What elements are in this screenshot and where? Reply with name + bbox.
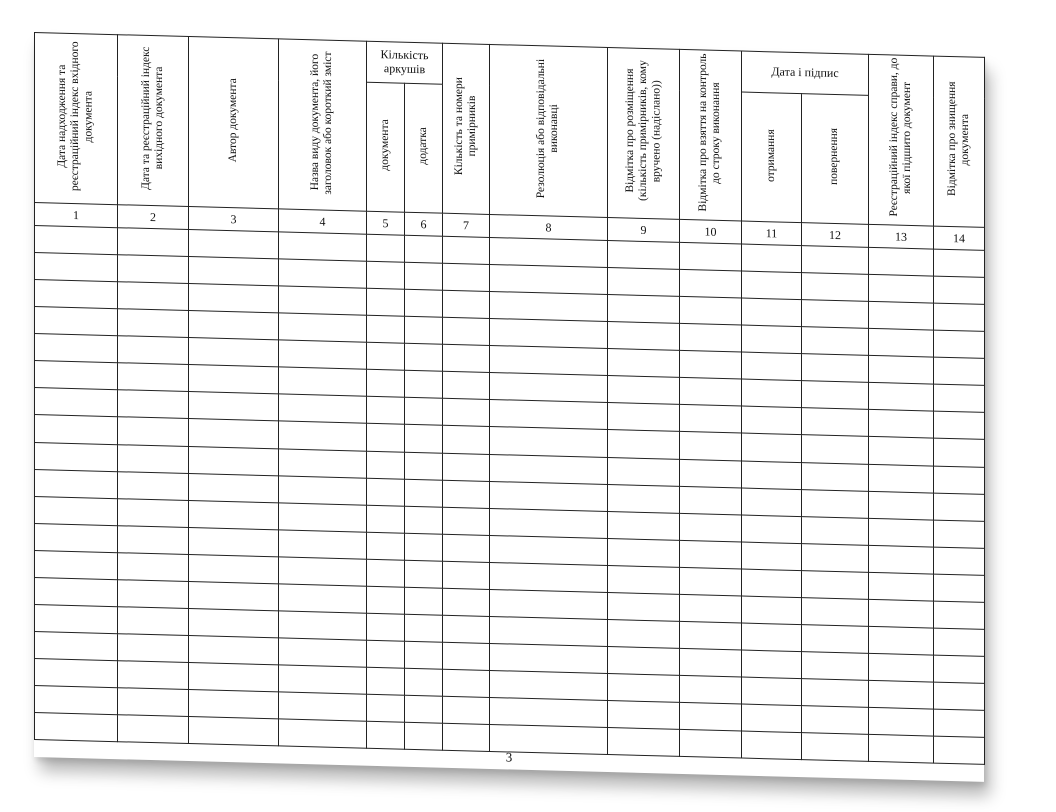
table-cell[interactable] — [279, 367, 367, 396]
table-cell[interactable] — [405, 587, 443, 615]
table-cell[interactable] — [869, 248, 934, 277]
table-cell[interactable] — [869, 626, 934, 655]
table-cell[interactable] — [934, 493, 985, 521]
table-cell[interactable] — [869, 518, 934, 547]
table-cell[interactable] — [608, 538, 680, 567]
journal-body — [35, 203, 985, 765]
column-number: 9 — [608, 218, 680, 243]
table-cell[interactable] — [869, 680, 934, 709]
table-cell[interactable] — [742, 406, 802, 435]
table-cell[interactable] — [934, 357, 985, 385]
table-cell[interactable] — [118, 471, 189, 500]
table-cell[interactable] — [742, 461, 802, 490]
table-cell[interactable] — [680, 270, 742, 299]
table-cell[interactable] — [35, 604, 118, 633]
column-number: 4 — [279, 209, 367, 235]
table-cell[interactable] — [869, 599, 934, 628]
table-cell[interactable] — [680, 567, 742, 596]
table-cell[interactable] — [608, 700, 680, 729]
table-cell[interactable] — [934, 520, 985, 548]
document-page — [34, 32, 984, 782]
table-cell[interactable] — [934, 547, 985, 575]
table-cell[interactable] — [279, 502, 367, 531]
table-cell[interactable] — [608, 565, 680, 594]
table-cell[interactable] — [189, 662, 279, 691]
table-cell[interactable] — [189, 608, 279, 637]
table-cell[interactable] — [680, 405, 742, 434]
table-cell[interactable] — [367, 370, 405, 398]
table-cell[interactable] — [443, 236, 490, 264]
table-cell[interactable] — [490, 346, 608, 376]
table-cell[interactable] — [279, 259, 367, 288]
table-cell[interactable] — [118, 390, 189, 419]
table-cell[interactable] — [802, 705, 869, 734]
table-cell[interactable] — [405, 371, 443, 399]
table-cell[interactable] — [680, 540, 742, 569]
table-cell[interactable] — [118, 660, 189, 689]
table-cell[interactable] — [742, 650, 802, 679]
table-cell[interactable] — [189, 581, 279, 610]
table-cell[interactable] — [367, 316, 405, 344]
table-cell[interactable] — [742, 623, 802, 652]
table-cell[interactable] — [869, 329, 934, 358]
table-cell[interactable] — [802, 651, 869, 680]
table-cell[interactable] — [680, 486, 742, 515]
table-cell[interactable] — [490, 454, 608, 484]
table-cell[interactable] — [189, 554, 279, 583]
table-cell[interactable] — [279, 475, 367, 504]
table-cell[interactable] — [118, 606, 189, 635]
table-cell[interactable] — [680, 351, 742, 380]
table-cell[interactable] — [934, 439, 985, 467]
table-cell[interactable] — [35, 415, 118, 444]
column-number: 3 — [189, 207, 279, 233]
table-cell[interactable] — [189, 635, 279, 664]
table-cell[interactable] — [680, 432, 742, 461]
table-cell[interactable] — [934, 628, 985, 656]
table-cell[interactable] — [680, 702, 742, 731]
table-cell[interactable] — [367, 451, 405, 479]
table-cell[interactable] — [35, 685, 118, 714]
header-control-mark: Відмітка про взяття на контроль до строку виконання — [680, 49, 742, 221]
table-cell[interactable] — [802, 597, 869, 626]
table-cell[interactable] — [443, 480, 490, 508]
table-cell[interactable] — [869, 383, 934, 412]
table-cell[interactable] — [680, 513, 742, 542]
table-cell[interactable] — [490, 535, 608, 565]
table-cell[interactable] — [118, 633, 189, 662]
table-cell[interactable] — [742, 434, 802, 463]
table-cell[interactable] — [680, 621, 742, 650]
table-cell[interactable] — [869, 707, 934, 736]
table-cell[interactable] — [443, 588, 490, 616]
header-incoming-date: Дата надходження та реєстраційний індекс вхідного документа — [35, 33, 118, 205]
table-cell[interactable] — [802, 678, 869, 707]
table-cell[interactable] — [405, 668, 443, 696]
column-number: 10 — [680, 219, 742, 244]
table-cell[interactable] — [934, 384, 985, 412]
column-number: 11 — [742, 221, 802, 246]
table-cell[interactable] — [189, 230, 279, 259]
table-cell[interactable] — [802, 462, 869, 491]
table-cell[interactable] — [405, 452, 443, 480]
table-cell[interactable] — [35, 334, 118, 363]
table-cell[interactable] — [405, 317, 443, 345]
table-cell[interactable] — [443, 561, 490, 589]
table-cell[interactable] — [279, 313, 367, 342]
column-number: 12 — [802, 223, 869, 248]
table-cell[interactable] — [802, 408, 869, 437]
table-cell[interactable] — [742, 271, 802, 300]
table-cell[interactable] — [443, 426, 490, 454]
table-cell[interactable] — [608, 349, 680, 378]
table-cell[interactable] — [490, 508, 608, 538]
table-cell[interactable] — [742, 704, 802, 733]
table-cell[interactable] — [934, 574, 985, 602]
header-case-index: Реєстраційний індекс справи, до якої підшито документ — [869, 54, 934, 226]
table-cell[interactable] — [869, 572, 934, 601]
table-cell[interactable] — [608, 376, 680, 405]
table-cell[interactable] — [189, 392, 279, 421]
table-cell[interactable] — [490, 400, 608, 430]
table-cell[interactable] — [279, 584, 367, 613]
table-cell[interactable] — [608, 457, 680, 486]
registration-journal-table — [34, 32, 985, 765]
table-cell[interactable] — [802, 354, 869, 383]
table-cell[interactable] — [742, 352, 802, 381]
table-cell[interactable] — [934, 303, 985, 331]
table-cell[interactable] — [405, 695, 443, 723]
header-outgoing-date: Дата та реєстраційний індекс вихідного документа — [118, 35, 189, 207]
table-cell[interactable] — [35, 658, 118, 687]
table-cell[interactable] — [742, 488, 802, 517]
table-cell[interactable] — [118, 552, 189, 581]
table-cell[interactable] — [189, 527, 279, 556]
column-number: 7 — [443, 213, 490, 237]
table-cell[interactable] — [802, 273, 869, 302]
table-cell[interactable] — [367, 532, 405, 560]
table-cell[interactable] — [490, 238, 608, 268]
column-number: 1 — [35, 203, 118, 228]
table-cell[interactable] — [490, 616, 608, 646]
table-cell[interactable] — [189, 338, 279, 367]
table-cell[interactable] — [367, 343, 405, 371]
table-cell[interactable] — [35, 469, 118, 498]
table-cell[interactable] — [279, 421, 367, 450]
table-cell[interactable] — [608, 646, 680, 675]
table-cell[interactable] — [189, 473, 279, 502]
table-cell[interactable] — [279, 692, 367, 721]
table-cell[interactable] — [934, 330, 985, 358]
table-cell[interactable] — [680, 297, 742, 326]
table-cell[interactable] — [405, 533, 443, 561]
table-cell[interactable] — [367, 397, 405, 425]
column-number: 2 — [118, 205, 189, 230]
table-cell[interactable] — [742, 677, 802, 706]
table-cell[interactable] — [367, 234, 405, 262]
table-cell[interactable] — [118, 309, 189, 338]
table-cell[interactable] — [405, 290, 443, 318]
table-cell[interactable] — [279, 557, 367, 586]
table-cell[interactable] — [934, 601, 985, 629]
table-cell[interactable] — [869, 410, 934, 439]
table-cell[interactable] — [405, 235, 443, 263]
table-cell[interactable] — [189, 500, 279, 529]
table-cell[interactable] — [279, 232, 367, 261]
table-cell[interactable] — [490, 643, 608, 673]
table-cell[interactable] — [367, 586, 405, 614]
table-cell[interactable] — [367, 640, 405, 668]
header-signature-received: отримання — [742, 92, 802, 223]
table-cell[interactable] — [742, 569, 802, 598]
header-sheets-attachment: додатка — [405, 83, 443, 213]
table-cell[interactable] — [934, 655, 985, 683]
table-cell[interactable] — [35, 442, 118, 471]
table-cell[interactable] — [934, 249, 985, 277]
table-cell[interactable] — [802, 570, 869, 599]
table-cell[interactable] — [443, 318, 490, 346]
table-cell[interactable] — [367, 478, 405, 506]
table-cell[interactable] — [802, 435, 869, 464]
table-cell[interactable] — [35, 280, 118, 309]
table-cell[interactable] — [405, 614, 443, 642]
table-cell[interactable] — [35, 361, 118, 390]
table-cell[interactable] — [934, 466, 985, 494]
table-cell[interactable] — [934, 709, 985, 737]
table-cell[interactable] — [367, 424, 405, 452]
table-cell[interactable] — [405, 560, 443, 588]
table-cell[interactable] — [934, 276, 985, 304]
table-cell[interactable] — [118, 363, 189, 392]
header-document-title: Назва виду документа, його заголовок або короткий зміст — [279, 39, 367, 211]
table-cell[interactable] — [869, 302, 934, 331]
table-cell[interactable] — [802, 246, 869, 275]
table-cell[interactable] — [35, 523, 118, 552]
table-cell[interactable] — [118, 255, 189, 284]
table-cell[interactable] — [680, 594, 742, 623]
table-cell[interactable] — [490, 481, 608, 511]
table-cell[interactable] — [443, 345, 490, 373]
header-date-signature-group: Дата і підпис — [742, 51, 869, 95]
column-number: 6 — [405, 212, 443, 236]
table-cell[interactable] — [405, 506, 443, 534]
table-cell[interactable] — [189, 311, 279, 340]
table-cell[interactable] — [405, 398, 443, 426]
table-cell[interactable] — [802, 300, 869, 329]
table-cell[interactable] — [869, 545, 934, 574]
table-cell[interactable] — [490, 319, 608, 349]
table-cell[interactable] — [189, 446, 279, 475]
table-cell[interactable] — [680, 243, 742, 272]
table-cell[interactable] — [279, 448, 367, 477]
table-cell[interactable] — [367, 667, 405, 695]
table-cell[interactable] — [742, 244, 802, 273]
table-cell[interactable] — [279, 340, 367, 369]
table-cell[interactable] — [35, 550, 118, 579]
table-cell[interactable] — [490, 670, 608, 700]
table-cell[interactable] — [680, 459, 742, 488]
table-cell[interactable] — [35, 226, 118, 255]
table-cell[interactable] — [189, 257, 279, 286]
table-cell[interactable] — [443, 291, 490, 319]
header-author: Автор документа — [189, 37, 279, 209]
page-number: 3 — [505, 749, 513, 765]
table-cell[interactable] — [367, 289, 405, 317]
header-signature-returned: повернення — [802, 94, 869, 225]
table-cell[interactable] — [443, 669, 490, 697]
table-cell[interactable] — [405, 344, 443, 372]
table-cell[interactable] — [118, 579, 189, 608]
table-cell[interactable] — [608, 268, 680, 297]
table-cell[interactable] — [802, 381, 869, 410]
table-cell[interactable] — [443, 453, 490, 481]
table-cell[interactable] — [118, 282, 189, 311]
column-number: 8 — [490, 214, 608, 240]
table-cell[interactable] — [490, 562, 608, 592]
table-cell[interactable] — [118, 444, 189, 473]
table-cell[interactable] — [608, 619, 680, 648]
table-cell[interactable] — [869, 464, 934, 493]
table-cell[interactable] — [869, 491, 934, 520]
table-cell[interactable] — [443, 372, 490, 400]
table-cell[interactable] — [608, 673, 680, 702]
table-cell[interactable] — [608, 430, 680, 459]
table-cell[interactable] — [405, 479, 443, 507]
table-cell[interactable] — [279, 638, 367, 667]
table-cell[interactable] — [742, 298, 802, 327]
table-cell[interactable] — [869, 356, 934, 385]
header-sheet-count-group: Кількість аркушів — [367, 41, 443, 84]
table-cell[interactable] — [869, 275, 934, 304]
table-cell[interactable] — [490, 265, 608, 295]
column-number: 5 — [367, 211, 405, 235]
table-cell[interactable] — [443, 615, 490, 643]
table-cell[interactable] — [490, 589, 608, 619]
table-cell[interactable] — [680, 648, 742, 677]
table-cell[interactable] — [118, 228, 189, 257]
table-cell[interactable] — [443, 534, 490, 562]
table-cell[interactable] — [802, 516, 869, 545]
table-cell[interactable] — [934, 412, 985, 440]
column-number: 13 — [869, 224, 934, 249]
table-cell[interactable] — [680, 324, 742, 353]
table-cell[interactable] — [443, 263, 490, 291]
table-cell[interactable] — [189, 284, 279, 313]
table-cell[interactable] — [279, 530, 367, 559]
column-number: 14 — [934, 226, 985, 251]
table-cell[interactable] — [490, 292, 608, 322]
table-cell[interactable] — [608, 592, 680, 621]
table-cell[interactable] — [490, 373, 608, 403]
table-cell[interactable] — [802, 327, 869, 356]
table-cell[interactable] — [490, 697, 608, 727]
table-cell[interactable] — [742, 542, 802, 571]
table-cell[interactable] — [405, 262, 443, 290]
table-cell[interactable] — [279, 665, 367, 694]
table-cell[interactable] — [742, 596, 802, 625]
table-cell[interactable] — [680, 675, 742, 704]
table-cell[interactable] — [118, 336, 189, 365]
header-resolution: Резолюція або відповідальні виконавці — [490, 44, 608, 217]
table-cell[interactable] — [189, 419, 279, 448]
table-cell[interactable] — [742, 379, 802, 408]
table-cell[interactable] — [35, 253, 118, 282]
table-cell[interactable] — [279, 286, 367, 315]
table-cell[interactable] — [367, 559, 405, 587]
header-distribution-mark: Відмітка про розміщення (кількість примірників, кому вручено (надіслано)) — [608, 48, 680, 220]
table-cell[interactable] — [802, 489, 869, 518]
table-cell[interactable] — [118, 417, 189, 446]
table-cell[interactable] — [367, 613, 405, 641]
table-cell[interactable] — [35, 631, 118, 660]
table-cell[interactable] — [680, 378, 742, 407]
table-cell[interactable] — [443, 696, 490, 724]
header-destruction-mark: Відмітка про знищення документа — [934, 56, 985, 227]
table-cell[interactable] — [279, 394, 367, 423]
table-cell[interactable] — [35, 496, 118, 525]
table-cell[interactable] — [608, 322, 680, 351]
table-cell[interactable] — [608, 403, 680, 432]
table-cell[interactable] — [405, 425, 443, 453]
table-cell[interactable] — [934, 682, 985, 710]
header-copies: Кількість та номери примірників — [443, 43, 490, 214]
table-cell[interactable] — [742, 515, 802, 544]
table-cell[interactable] — [608, 241, 680, 270]
table-cell[interactable] — [490, 427, 608, 457]
table-cell[interactable] — [367, 505, 405, 533]
table-cell[interactable] — [869, 437, 934, 466]
table-cell[interactable] — [443, 399, 490, 427]
table-cell[interactable] — [802, 543, 869, 572]
table-cell[interactable] — [118, 525, 189, 554]
table-cell[interactable] — [608, 484, 680, 513]
table-cell[interactable] — [367, 262, 405, 290]
table-cell[interactable] — [405, 641, 443, 669]
table-cell[interactable] — [443, 507, 490, 535]
table-cell[interactable] — [742, 325, 802, 354]
table-cell[interactable] — [118, 687, 189, 716]
table-cell[interactable] — [35, 307, 118, 336]
table-cell[interactable] — [869, 653, 934, 682]
table-cell[interactable] — [802, 624, 869, 653]
table-cell[interactable] — [279, 611, 367, 640]
table-cell[interactable] — [608, 511, 680, 540]
table-cell[interactable] — [118, 498, 189, 527]
table-cell[interactable] — [443, 642, 490, 670]
table-cell[interactable] — [189, 689, 279, 718]
table-cell[interactable] — [367, 694, 405, 722]
table-cell[interactable] — [189, 365, 279, 394]
table-cell[interactable] — [608, 295, 680, 324]
table-cell[interactable] — [35, 388, 118, 417]
table-cell[interactable] — [35, 577, 118, 606]
header-sheets-document: документа — [367, 82, 405, 212]
